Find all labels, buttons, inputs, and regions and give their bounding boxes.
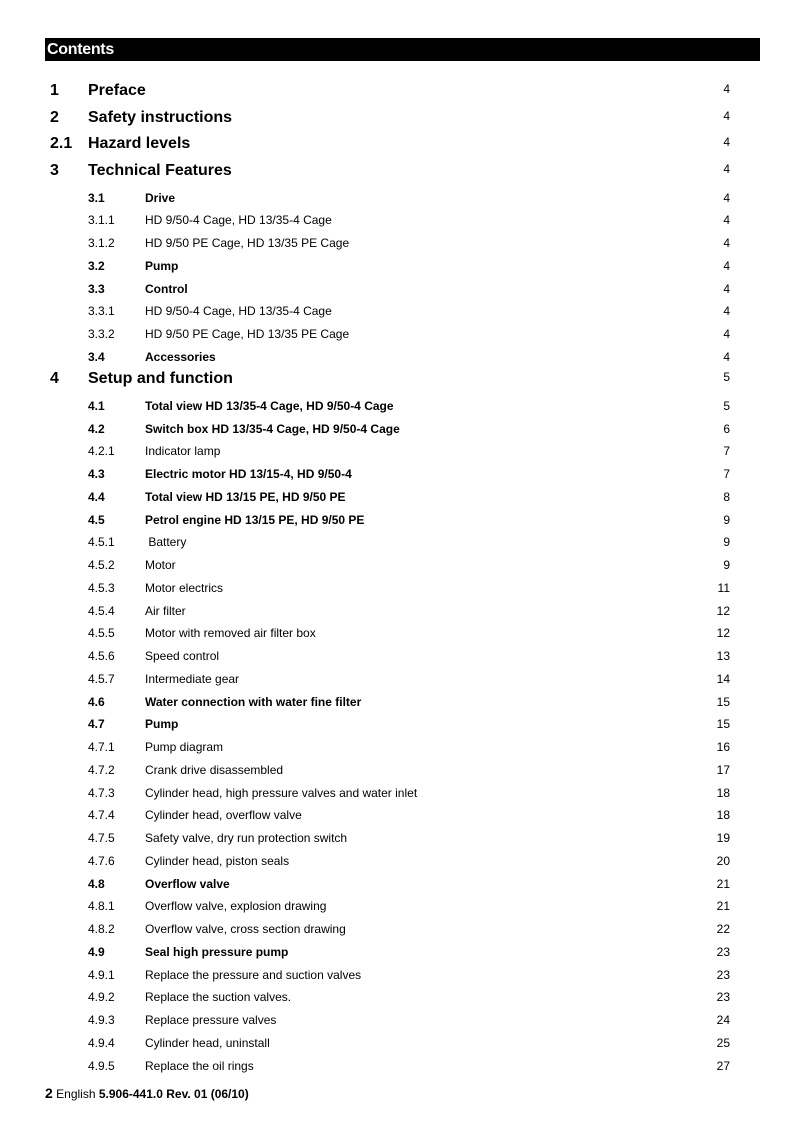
toc-entry[interactable] — [0, 666, 793, 688]
toc-entry[interactable] — [0, 416, 793, 438]
toc-entry[interactable] — [0, 643, 793, 665]
toc-entry-page: 22 — [716, 922, 730, 936]
toc-entry-number: 3.2 — [88, 258, 105, 273]
toc-entry[interactable] — [0, 368, 793, 390]
toc-entry-title: Replace the suction valves. — [145, 990, 292, 1005]
toc-entry[interactable] — [0, 1053, 793, 1075]
toc-entry[interactable] — [0, 438, 793, 460]
toc-entry[interactable] — [0, 230, 793, 252]
toc-entry-title: Speed control — [145, 649, 220, 663]
toc-entry[interactable] — [0, 507, 793, 529]
toc-entry-page: 6 — [723, 421, 730, 436]
toc-entry-title: Pump diagram — [145, 740, 224, 754]
toc-entry[interactable] — [0, 848, 793, 870]
toc-entry-page: 4 — [723, 327, 730, 341]
toc-entry-title: Setup and function — [88, 369, 233, 387]
toc-entry-title: Battery — [145, 535, 187, 550]
toc-entry-number: 4.9.3 — [88, 1013, 115, 1027]
toc-entry-page: 25 — [716, 1035, 730, 1050]
contents-header — [45, 38, 760, 61]
toc-entry[interactable] — [0, 871, 793, 893]
toc-entry-title: Motor with removed air filter box — [145, 626, 316, 641]
toc-entry[interactable] — [0, 575, 793, 597]
toc-entry-number: 4 — [50, 369, 59, 387]
toc-entry-page: 9 — [723, 512, 730, 527]
toc-entry-page: 4 — [723, 108, 730, 123]
footer-language: English — [56, 1087, 96, 1101]
toc-entry-number: 3.1 — [88, 190, 105, 205]
toc-entry[interactable] — [0, 393, 793, 415]
toc-entry-title: Cylinder head, high pressure valves and water inlet — [145, 785, 418, 800]
toc-entry-title: Total view HD 13/15 PE, HD 9/50 PE — [145, 489, 346, 504]
toc-entry-title: Crank drive disassembled — [145, 762, 284, 777]
toc-entry[interactable] — [0, 461, 793, 483]
toc-entry-page: 18 — [716, 808, 730, 823]
toc-entry[interactable] — [0, 916, 793, 938]
toc-entry-title: Air filter — [145, 603, 186, 618]
toc-entry-page: 4 — [723, 213, 730, 228]
toc-entry-title: Control — [145, 281, 188, 296]
toc-entry-page: 21 — [716, 899, 730, 914]
toc-entry[interactable] — [0, 825, 793, 847]
toc-entry-number: 4.5.3 — [88, 580, 115, 595]
toc-entry[interactable] — [0, 185, 793, 207]
toc-entry-page: 23 — [716, 967, 730, 982]
toc-entry-page: 16 — [716, 740, 730, 754]
toc-entry-title: Overflow valve, explosion drawing — [145, 899, 327, 914]
toc-entry-page: 21 — [716, 876, 730, 891]
toc-entry-number: 4.4 — [88, 489, 105, 504]
toc-entry[interactable] — [0, 1030, 793, 1052]
toc-entry-page: 4 — [723, 161, 730, 176]
toc-entry-title: Petrol engine HD 13/15 PE, HD 9/50 PE — [145, 512, 365, 527]
toc-entry-page: 4 — [723, 281, 730, 296]
toc-entry[interactable] — [0, 893, 793, 915]
toc-entry[interactable] — [0, 133, 793, 155]
toc-entry-title: Replace pressure valves — [145, 1013, 277, 1027]
toc-entry-number: 3.1.1 — [88, 213, 115, 228]
toc-entry-page: 4 — [723, 82, 730, 96]
toc-entry-title: Cylinder head, piston seals — [145, 853, 290, 868]
toc-entry-number: 4.7.6 — [88, 853, 115, 868]
toc-entry-number: 4.7.5 — [88, 831, 115, 845]
toc-entry-number: 4.8.1 — [88, 899, 115, 914]
toc-entry[interactable] — [0, 734, 793, 756]
toc-entry-title: HD 9/50-4 Cage, HD 13/35-4 Cage — [145, 304, 332, 319]
toc-entry-title: Safety instructions — [88, 108, 233, 126]
toc-entry-number: 4.6 — [88, 694, 105, 709]
toc-entry[interactable] — [0, 529, 793, 551]
toc-entry-page: 7 — [723, 444, 730, 459]
toc-entry-page: 4 — [723, 236, 730, 250]
toc-entry-title: Motor electrics — [145, 580, 224, 595]
toc-entry-title: Pump — [145, 258, 179, 273]
toc-entry-page: 15 — [716, 694, 730, 709]
toc-entry-page: 15 — [716, 717, 730, 732]
toc-entry-number: 4.7 — [88, 717, 105, 732]
toc-entry-title: Drive — [145, 190, 176, 205]
toc-entry-number: 3.3.2 — [88, 327, 115, 341]
footer-doc-number: 5.906-441.0 Rev. 01 (06/10) — [98, 1087, 249, 1101]
toc-entry-page: 4 — [723, 190, 730, 205]
toc-entry-title: Seal high pressure pump — [145, 944, 289, 959]
toc-entry-page: 4 — [723, 135, 730, 149]
toc-entry-number: 4.9.1 — [88, 967, 115, 982]
toc-entry[interactable] — [0, 160, 793, 182]
toc-entry-number: 4.7.2 — [88, 762, 115, 777]
toc-entry-page: 27 — [716, 1058, 730, 1073]
toc-entry-number: 2 — [50, 108, 59, 126]
toc-entry-page: 19 — [716, 831, 730, 845]
toc-entry-number: 1 — [50, 82, 59, 99]
toc-entry-title: Electric motor HD 13/15-4, HD 9/50-4 — [145, 467, 352, 481]
toc-entry[interactable] — [0, 321, 793, 343]
toc-entry[interactable] — [0, 780, 793, 802]
toc-entry-number: 4.7.3 — [88, 785, 115, 800]
toc-entry-page: 5 — [723, 369, 730, 384]
toc-entry-number: 3.1.2 — [88, 236, 115, 250]
toc-entry-page: 12 — [716, 603, 730, 618]
toc-entry[interactable] — [0, 253, 793, 275]
toc-entry[interactable] — [0, 276, 793, 298]
toc-entry-number: 4.2 — [88, 421, 105, 436]
toc-entry-title: Water connection with water fine filter — [145, 694, 362, 709]
toc-entry[interactable] — [0, 962, 793, 984]
toc-entry-page: 23 — [716, 990, 730, 1005]
toc-entry[interactable] — [0, 298, 793, 320]
toc-entry[interactable] — [0, 80, 793, 102]
toc-entry[interactable] — [0, 620, 793, 642]
page-footer — [45, 1085, 249, 1102]
toc-entry-page: 24 — [716, 1013, 730, 1027]
toc-entry-number: 4.9.2 — [88, 990, 115, 1005]
toc-entry-number: 4.5.6 — [88, 649, 115, 663]
toc-entry-number: 4.5 — [88, 512, 105, 527]
toc-entry-title: Switch box HD 13/35-4 Cage, HD 9/50-4 Cage — [145, 421, 400, 436]
toc-entry[interactable] — [0, 107, 793, 129]
toc-entry-title: HD 9/50-4 Cage, HD 13/35-4 Cage — [145, 213, 332, 228]
toc-entry-number: 4.5.1 — [88, 535, 115, 550]
toc-entry-title: Total view HD 13/35-4 Cage, HD 9/50-4 Cage — [145, 398, 394, 413]
toc-entry[interactable] — [0, 1007, 793, 1029]
toc-entry-title: Overflow valve, cross section drawing — [145, 922, 346, 936]
toc-entry-title: Replace the pressure and suction valves — [145, 967, 362, 982]
toc-entry[interactable] — [0, 552, 793, 574]
toc-entry[interactable] — [0, 344, 793, 366]
toc-entry-page: 13 — [716, 649, 730, 663]
toc-entry-number: 4.3 — [88, 467, 105, 481]
toc-entry-page: 18 — [716, 785, 730, 800]
contents-title: Contents — [47, 41, 114, 58]
toc-entry-number: 4.1 — [88, 398, 105, 413]
toc-entry-page: 9 — [723, 558, 730, 572]
toc-entry-number: 3.3.1 — [88, 304, 115, 319]
toc-entry-title: Safety valve, dry run protection switch — [145, 831, 348, 845]
toc-entry[interactable] — [0, 207, 793, 229]
toc-entry-number: 4.9.5 — [88, 1058, 115, 1073]
toc-entry-page: 4 — [723, 304, 730, 319]
toc-entry-title: Motor — [145, 558, 176, 572]
footer-page-number: 2 — [45, 1085, 53, 1101]
toc-entry-number: 4.9.4 — [88, 1035, 115, 1050]
toc-entry-number: 4.5.7 — [88, 671, 115, 686]
toc-entry-page: 7 — [723, 467, 730, 481]
toc-entry-title: Accessories — [145, 349, 216, 364]
toc-entry-page: 14 — [716, 671, 730, 686]
toc-entry-title: Indicator lamp — [145, 444, 221, 459]
toc-entry-page: 20 — [716, 853, 730, 868]
toc-entry-page: 4 — [723, 349, 730, 364]
toc-entry-title: Hazard levels — [88, 135, 191, 152]
toc-entry-title: Intermediate gear — [145, 671, 240, 686]
toc-entry-number: 3.4 — [88, 349, 105, 364]
toc-entry[interactable] — [0, 689, 793, 711]
toc-entry-number: 4.7.4 — [88, 808, 115, 823]
toc-entry-title: Cylinder head, uninstall — [145, 1035, 270, 1050]
toc-entry-number: 4.9 — [88, 944, 105, 959]
toc-entry-number: 4.7.1 — [88, 740, 115, 754]
toc-entry-page: 11 — [717, 580, 730, 595]
toc-entry-number: 4.2.1 — [88, 444, 115, 459]
toc-entry-title: Pump — [145, 717, 179, 732]
toc-entry[interactable] — [0, 984, 793, 1006]
toc-entry[interactable] — [0, 711, 793, 733]
toc-entry-page: 12 — [716, 626, 730, 641]
toc-entry-number: 4.8 — [88, 876, 105, 891]
toc-entry-page: 4 — [723, 258, 730, 273]
toc-entry-number: 4.5.5 — [88, 626, 115, 641]
toc-entry-page: 5 — [723, 398, 730, 413]
toc-entry-number: 3.3 — [88, 281, 105, 296]
toc-entry-title: HD 9/50 PE Cage, HD 13/35 PE Cage — [145, 327, 350, 341]
toc-entry-number: 2.1 — [50, 135, 73, 152]
toc-entry-number: 4.8.2 — [88, 922, 115, 936]
toc-entry-number: 4.5.2 — [88, 558, 115, 572]
toc-entry-page: 23 — [716, 944, 730, 959]
toc-entry[interactable] — [0, 757, 793, 779]
toc-entry[interactable] — [0, 802, 793, 824]
toc-entry-number: 3 — [50, 161, 59, 179]
toc-entry-page: 9 — [723, 535, 730, 550]
toc-entry-title: Replace the oil rings — [145, 1058, 254, 1073]
toc-entry-title: Preface — [88, 82, 146, 99]
toc-entry-title: Cylinder head, overflow valve — [145, 808, 302, 823]
toc-entry-title: HD 9/50 PE Cage, HD 13/35 PE Cage — [145, 236, 350, 250]
toc-entry-title: Technical Features — [88, 161, 232, 179]
toc-entry[interactable] — [0, 598, 793, 620]
toc-entry-page: 8 — [723, 489, 730, 504]
toc-entry-page: 17 — [716, 762, 730, 777]
toc-entry-number: 4.5.4 — [88, 603, 115, 618]
toc-entry[interactable] — [0, 484, 793, 506]
toc-entry[interactable] — [0, 939, 793, 961]
toc-entry-title: Overflow valve — [145, 876, 230, 891]
